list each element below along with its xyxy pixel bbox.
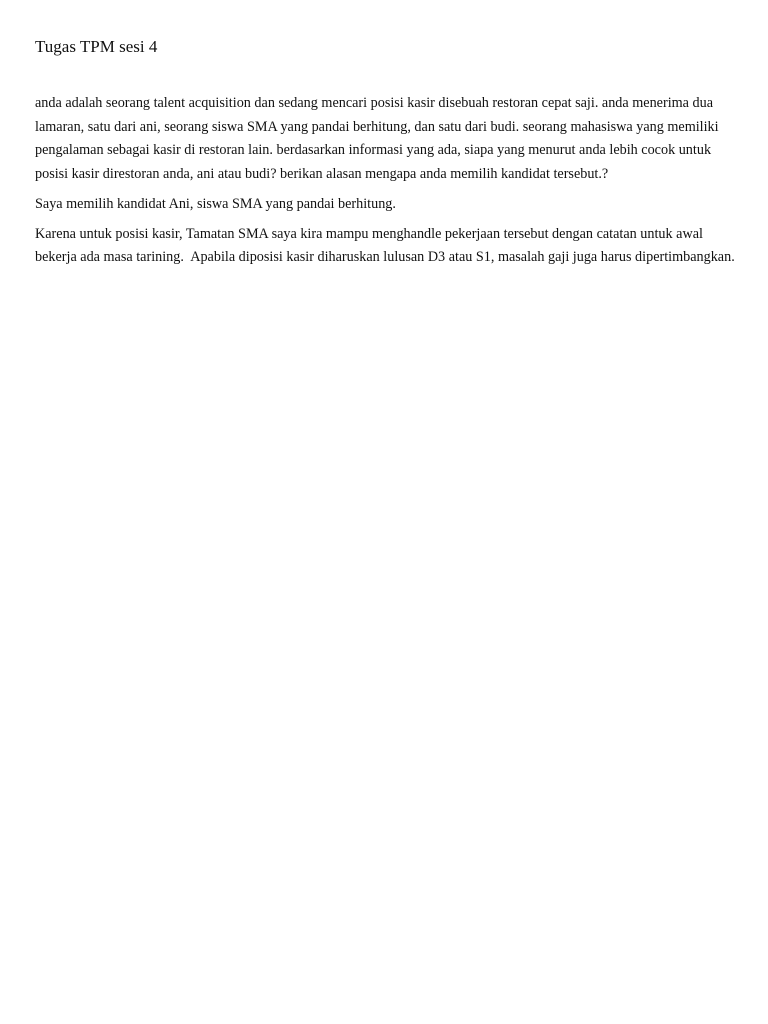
answer-reason-paragraph: Karena untuk posisi kasir, Tamatan SMA saya kira mampu menghandle pekerjaan tersebut dengan catatan untuk awal bekerja ada masa tarining. Apabila diposisi kasir diharuskan lulusan D3 atau S1, masalah gaji juga harus dipertimbangkan.: [35, 225, 735, 265]
document-body: [35, 92, 735, 276]
question-paragraph: anda adalah seorang talent acquisition dan sedang mencari posisi kasir disebuah restoran cepat saji. anda menerima dua lamaran, satu dari ani, seorang siswa SMA yang pandai berhitung, dan satu dari budi. seorang mahasiswa yang memiliki pengalaman sebagai kasir di restoran lain. berdasarkan informasi yang ada, siapa yang menurut anda lebih cocok untuk posisi kasir direstoran anda, ani atau budi? berikan alasan mengapa anda memilih kandidat tersebut.?: [35, 95, 723, 182]
answer-choice-paragraph: Saya memilih kandidat Ani, siswa SMA yang pandai berhitung.: [35, 195, 396, 212]
document-title: Tugas TPM sesi 4: [35, 37, 158, 56]
